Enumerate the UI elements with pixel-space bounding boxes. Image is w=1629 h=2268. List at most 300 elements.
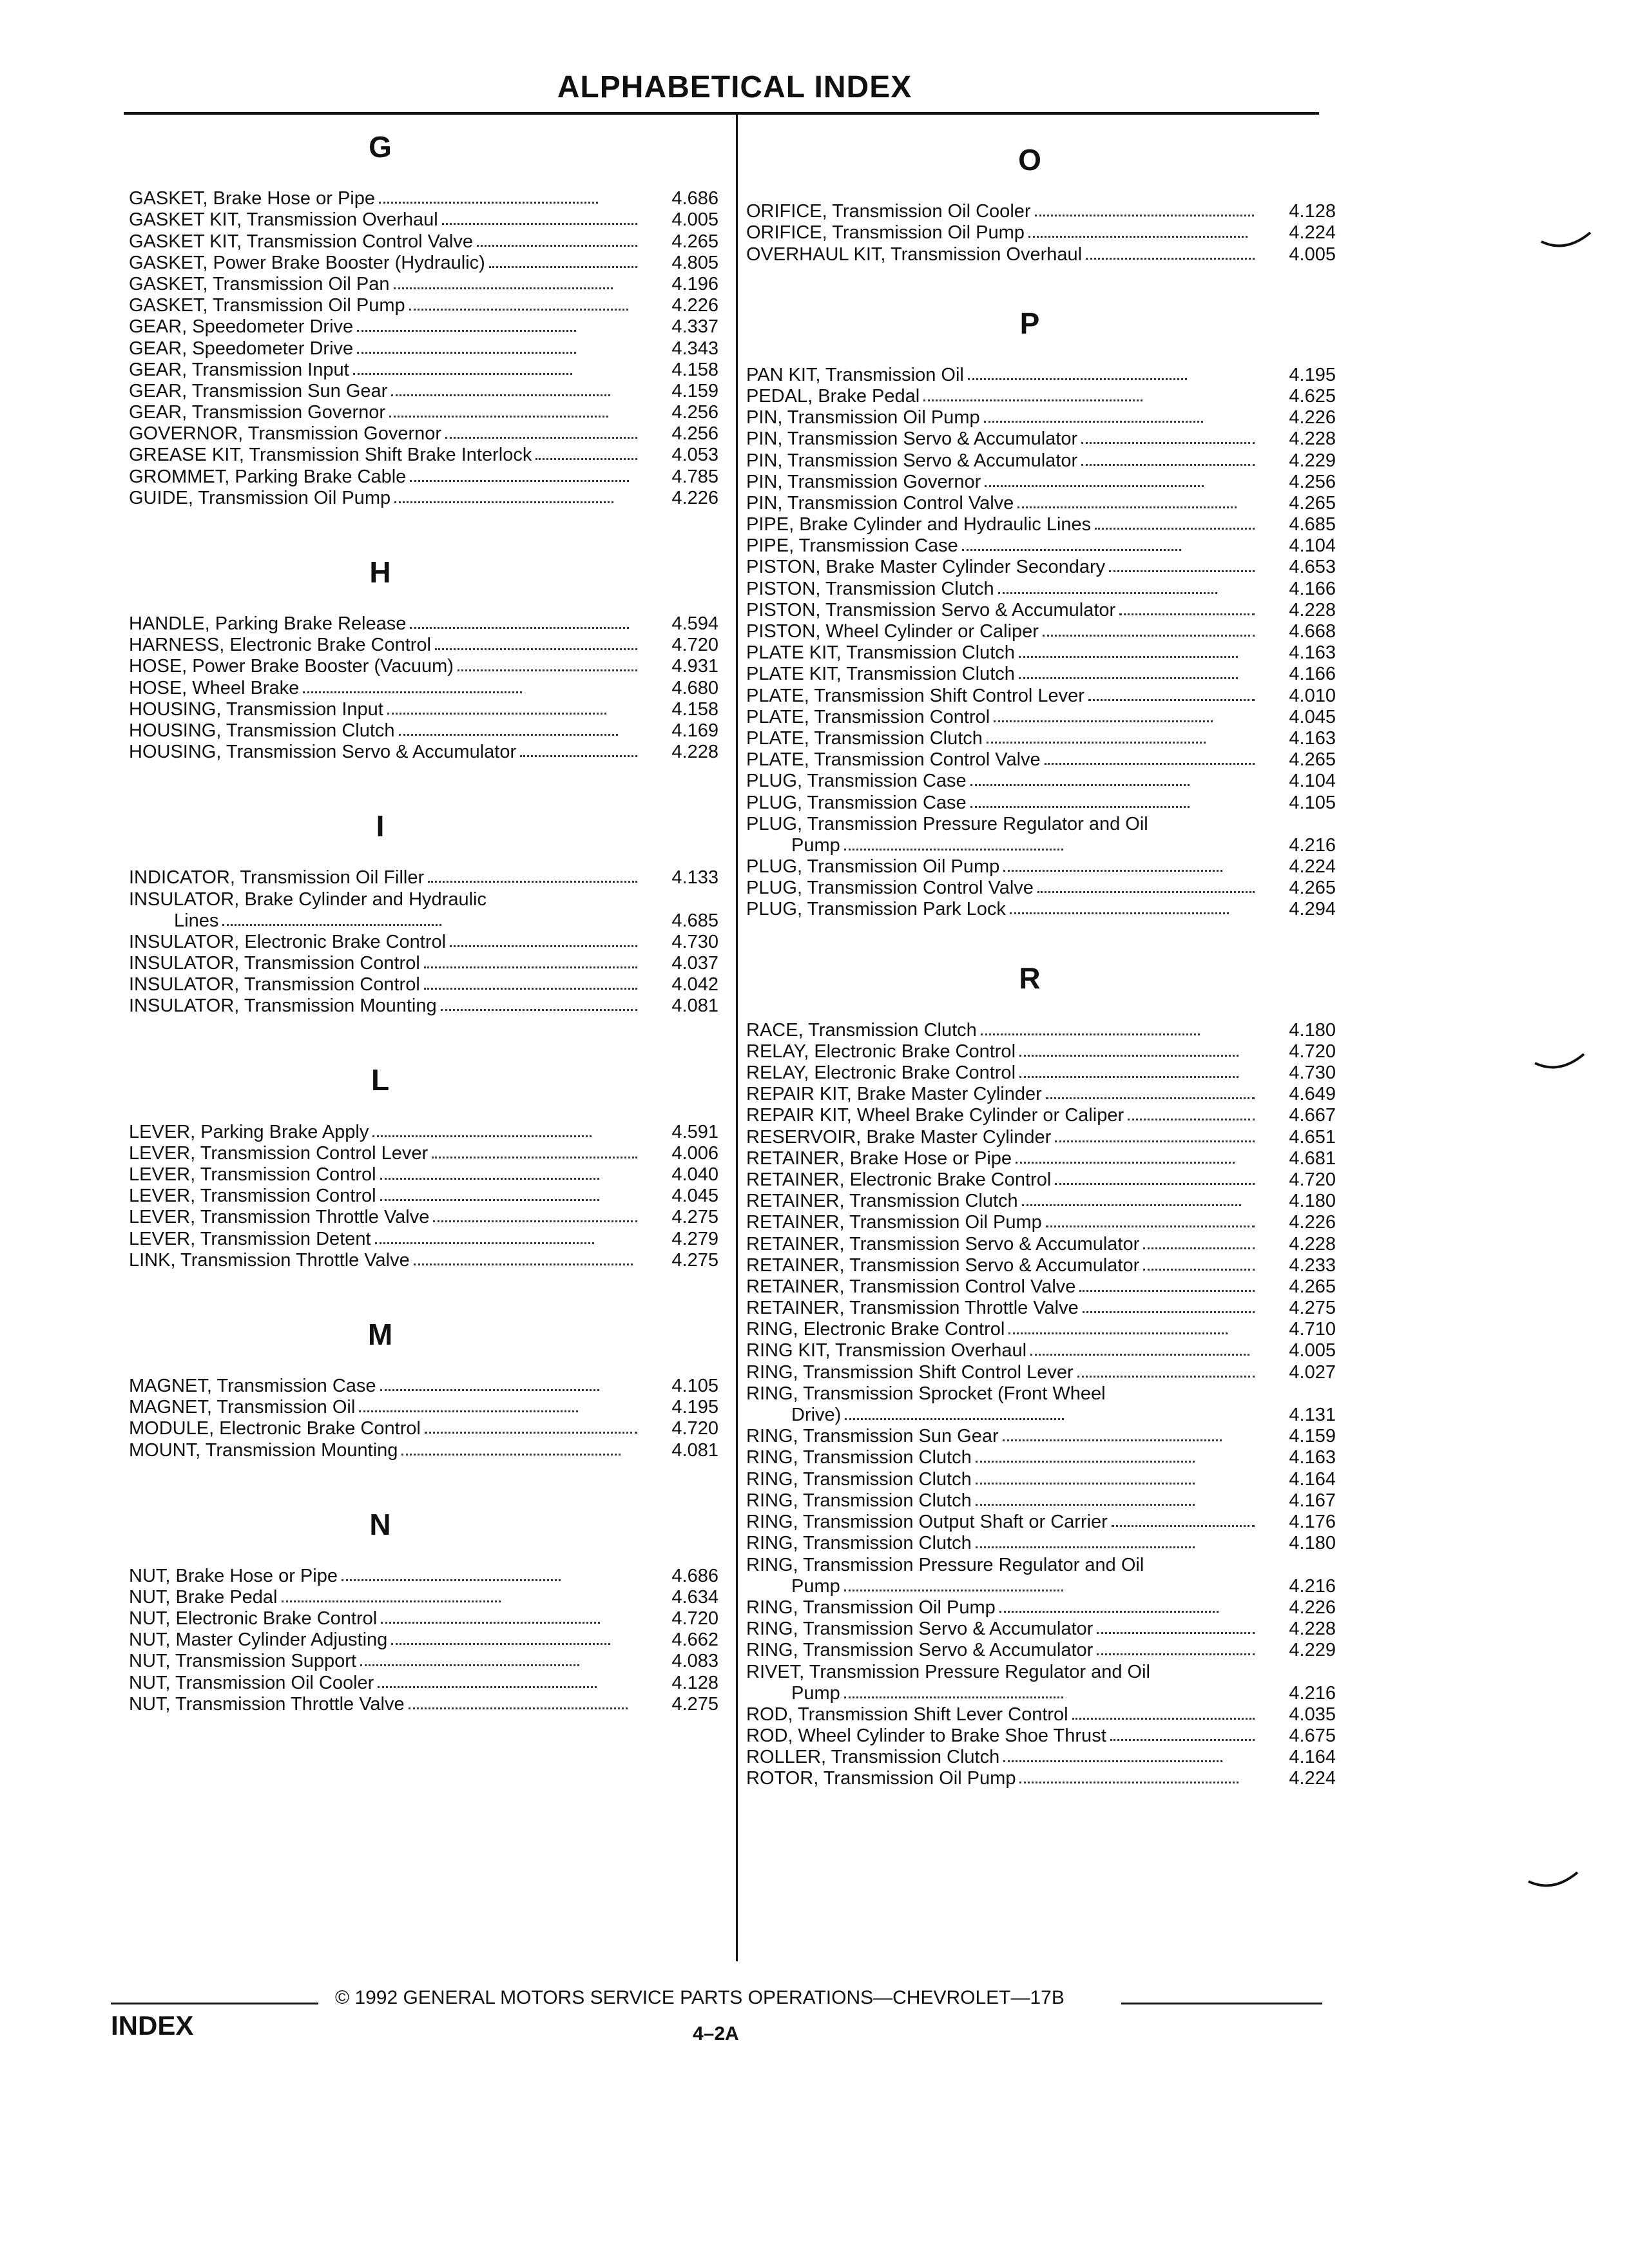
entry-text: RING, Transmission Output Shaft or Carrier xyxy=(746,1511,1108,1532)
entry-page-number: 4.294 xyxy=(1289,899,1336,920)
dot-leader xyxy=(433,1220,637,1222)
index-entry xyxy=(746,1191,1336,1212)
index-entry xyxy=(746,1148,1336,1169)
index-section-l xyxy=(129,1062,722,1271)
dot-leader xyxy=(1022,1204,1241,1206)
dot-leader xyxy=(987,742,1206,744)
entry-continuation: Drive) xyxy=(791,1405,842,1426)
entry-page-number: 4.005 xyxy=(1289,244,1336,265)
dot-leader xyxy=(458,669,637,671)
right-column xyxy=(746,142,1339,1789)
index-entry xyxy=(129,1608,718,1629)
entry-text: GASKET, Brake Hose or Pipe xyxy=(129,188,375,209)
index-entry xyxy=(746,1340,1336,1361)
entry-text: HOSE, Power Brake Booster (Vacuum) xyxy=(129,656,454,677)
entry-list xyxy=(129,867,722,1017)
index-entry xyxy=(746,814,1336,856)
index-entry xyxy=(746,450,1336,471)
index-entry xyxy=(746,1512,1336,1533)
entry-page-number: 4.042 xyxy=(671,974,718,995)
entry-page-number: 4.224 xyxy=(1289,856,1336,878)
entry-page-number: 4.228 xyxy=(1289,1618,1336,1639)
entry-page-number: 4.166 xyxy=(1289,578,1336,599)
entry-text: HOUSING, Transmission Clutch xyxy=(129,720,395,741)
entry-page-number: 4.006 xyxy=(671,1142,718,1164)
entry-page-number: 4.720 xyxy=(1289,1169,1336,1190)
index-entry xyxy=(129,1439,718,1461)
index-entry xyxy=(129,316,718,338)
copyright-line: © 1992 GENERAL MOTORS SERVICE PARTS OPERATIONS—CHEVROLET—17B xyxy=(335,1987,1065,2008)
dot-leader xyxy=(1095,528,1255,530)
entry-page-number: 4.226 xyxy=(1289,1597,1336,1618)
entry-page-number: 4.720 xyxy=(671,1418,718,1439)
dot-leader xyxy=(1003,870,1222,872)
index-entry xyxy=(129,423,718,445)
dot-leader xyxy=(845,1418,1064,1420)
entry-text: NUT, Electronic Brake Control xyxy=(129,1608,378,1629)
entry-text: LEVER, Transmission Control xyxy=(129,1164,376,1186)
index-entry xyxy=(129,1694,718,1715)
dot-leader xyxy=(489,266,637,268)
index-entry xyxy=(746,1619,1336,1640)
dot-leader xyxy=(968,378,1187,380)
entry-page-number: 4.265 xyxy=(1289,878,1336,899)
entry-page-number: 4.668 xyxy=(1289,621,1336,642)
title-rule xyxy=(124,112,1319,115)
entry-list xyxy=(746,201,1339,265)
entry-continuation: Pump xyxy=(791,1575,840,1597)
dot-leader xyxy=(844,849,1063,850)
dot-leader xyxy=(1046,1225,1255,1227)
margin-tick-mark xyxy=(1534,1050,1585,1076)
dot-leader xyxy=(1003,1439,1222,1441)
entry-text: PLUG, Transmission Case xyxy=(746,771,967,792)
entry-text: INSULATOR, Transmission Mounting xyxy=(129,995,437,1017)
index-entry xyxy=(746,771,1336,792)
dot-leader xyxy=(1083,1311,1255,1313)
index-section-h xyxy=(129,554,722,763)
entry-page-number: 4.224 xyxy=(1289,1768,1336,1789)
dot-leader xyxy=(441,1009,637,1011)
index-entry xyxy=(746,557,1336,578)
entry-text: PLATE KIT, Transmission Clutch xyxy=(746,642,1015,664)
index-entry xyxy=(129,360,718,381)
entry-page-number: 4.228 xyxy=(1289,1233,1336,1254)
dot-leader xyxy=(477,245,637,247)
section-label: INDEX xyxy=(111,2010,194,2041)
entry-page-number: 4.730 xyxy=(1289,1062,1336,1084)
dot-leader xyxy=(391,1643,610,1645)
entry-text: PIPE, Transmission Case xyxy=(746,535,958,557)
dot-leader xyxy=(409,309,628,311)
dot-leader xyxy=(428,881,637,883)
dot-leader xyxy=(1110,1739,1255,1741)
index-entry xyxy=(746,749,1336,771)
entry-text: RELAY, Electronic Brake Control xyxy=(746,1062,1016,1084)
dot-leader xyxy=(342,1579,561,1581)
entry-text: RING, Electronic Brake Control xyxy=(746,1319,1005,1340)
entry-page-number: 4.275 xyxy=(1289,1298,1336,1319)
entry-page-number: 4.685 xyxy=(671,910,718,931)
entry-page-number: 4.164 xyxy=(1289,1468,1336,1490)
entry-text: RING KIT, Transmission Overhaul xyxy=(746,1340,1027,1361)
index-entry xyxy=(746,535,1336,557)
entry-text: PIN, Transmission Servo & Accumulator xyxy=(746,450,1078,471)
entry-page-number: 4.158 xyxy=(671,698,718,720)
entry-page-number: 4.180 xyxy=(1289,1019,1336,1041)
dot-leader xyxy=(381,1622,600,1624)
entry-list xyxy=(746,1019,1339,1789)
index-entry xyxy=(746,621,1336,642)
index-entry xyxy=(746,386,1336,407)
dot-leader xyxy=(999,1611,1219,1613)
section-letter: N xyxy=(369,1507,391,1541)
entry-page-number: 4.686 xyxy=(671,188,718,209)
entry-text: MOUNT, Transmission Mounting xyxy=(129,1439,398,1461)
entry-text: PLUG, Transmission Pressure Regulator and Oil xyxy=(746,813,1148,834)
entry-text: PISTON, Wheel Cylinder or Caliper xyxy=(746,621,1039,642)
index-entry xyxy=(129,188,718,209)
entry-page-number: 4.680 xyxy=(671,677,718,698)
entry-text: LEVER, Parking Brake Apply xyxy=(129,1121,369,1142)
entry-page-number: 4.275 xyxy=(671,1207,718,1228)
entry-text: GEAR, Transmission Input xyxy=(129,359,349,380)
entry-page-number: 4.275 xyxy=(671,1249,718,1271)
entry-page-number: 4.164 xyxy=(1289,1747,1336,1768)
index-entry xyxy=(129,231,718,252)
dot-leader xyxy=(1112,1525,1255,1527)
index-entry xyxy=(746,792,1336,813)
dot-leader xyxy=(1079,1290,1255,1292)
index-entry xyxy=(129,656,718,677)
entry-text: PLATE, Transmission Clutch xyxy=(746,727,983,749)
entry-page-number: 4.166 xyxy=(1289,664,1336,685)
entry-text: MODULE, Electronic Brake Control xyxy=(129,1418,421,1439)
entry-text: RETAINER, Transmission Control Valve xyxy=(746,1276,1076,1297)
index-entry xyxy=(746,244,1336,265)
dot-leader xyxy=(357,352,576,354)
index-entry xyxy=(746,1597,1336,1619)
dot-leader xyxy=(985,485,1204,487)
dot-leader xyxy=(984,421,1203,423)
dot-leader xyxy=(1003,1760,1222,1762)
footer-rule-left xyxy=(111,2003,318,2004)
dot-leader xyxy=(1097,1653,1255,1655)
index-entry xyxy=(746,1490,1336,1512)
dot-leader xyxy=(303,691,522,693)
section-letter: R xyxy=(1019,961,1041,995)
index-entry xyxy=(129,889,718,931)
entry-page-number: 4.681 xyxy=(1289,1148,1336,1169)
entry-text: GASKET, Transmission Oil Pan xyxy=(129,273,390,294)
entry-text: NUT, Transmission Throttle Valve xyxy=(129,1693,405,1715)
entry-text: INSULATOR, Transmission Control xyxy=(129,974,420,995)
entry-page-number: 4.720 xyxy=(1289,1041,1336,1062)
entry-page-number: 4.010 xyxy=(1289,685,1336,706)
dot-leader xyxy=(399,734,618,736)
section-letter: P xyxy=(1019,306,1040,340)
dot-leader xyxy=(424,988,637,990)
index-entry xyxy=(129,1587,718,1608)
index-entry xyxy=(129,253,718,274)
index-section-m xyxy=(129,1316,722,1461)
entry-page-number: 4.169 xyxy=(671,720,718,741)
entry-page-number: 4.256 xyxy=(671,402,718,423)
dot-leader xyxy=(380,1178,599,1180)
dot-leader xyxy=(1043,635,1255,637)
entry-text: ORIFICE, Transmission Oil Pump xyxy=(746,222,1025,244)
index-entry xyxy=(746,365,1336,386)
left-column xyxy=(129,129,722,1715)
entry-text: GOVERNOR, Transmission Governor xyxy=(129,423,442,445)
entry-page-number: 4.133 xyxy=(671,867,718,889)
index-entry xyxy=(746,1233,1336,1254)
dot-leader xyxy=(372,1135,592,1137)
dot-leader xyxy=(387,713,606,715)
entry-text: HOSE, Wheel Brake xyxy=(129,677,300,698)
index-entry xyxy=(746,578,1336,599)
index-entry xyxy=(746,1298,1336,1319)
dot-leader xyxy=(1077,1376,1255,1378)
dot-leader xyxy=(1119,613,1255,615)
entry-page-number: 4.228 xyxy=(1289,428,1336,450)
entry-page-number: 4.159 xyxy=(1289,1426,1336,1447)
index-entry xyxy=(746,1640,1336,1661)
entry-page-number: 4.229 xyxy=(1289,1640,1336,1661)
index-entry xyxy=(129,445,718,466)
dot-leader xyxy=(962,549,1181,551)
entry-page-number: 4.224 xyxy=(1289,222,1336,244)
index-entry xyxy=(746,642,1336,664)
entry-text: HARNESS, Electronic Brake Control xyxy=(129,635,431,656)
dot-leader xyxy=(981,1033,1200,1035)
entry-page-number: 4.256 xyxy=(671,423,718,445)
entry-page-number: 4.167 xyxy=(1289,1490,1336,1511)
index-entry xyxy=(746,1704,1336,1725)
entry-page-number: 4.180 xyxy=(1289,1191,1336,1212)
index-entry xyxy=(129,974,718,995)
dot-leader xyxy=(357,330,576,332)
section-letter: O xyxy=(1018,143,1041,177)
entry-page-number: 4.196 xyxy=(671,273,718,294)
index-entry xyxy=(746,685,1336,706)
index-entry xyxy=(129,209,718,231)
dot-leader xyxy=(409,1707,628,1709)
entry-page-number: 4.675 xyxy=(1289,1725,1336,1746)
entry-page-number: 4.710 xyxy=(1289,1319,1336,1340)
entry-continuation: Pump xyxy=(791,834,840,856)
entry-text: PLUG, Transmission Oil Pump xyxy=(746,856,1000,878)
entry-text: NUT, Transmission Oil Cooler xyxy=(129,1672,374,1693)
entry-text: RETAINER, Transmission Throttle Valve xyxy=(746,1298,1079,1319)
dot-leader xyxy=(1046,1097,1255,1099)
entry-page-number: 4.159 xyxy=(671,380,718,401)
entry-page-number: 4.035 xyxy=(1289,1704,1336,1725)
index-entry xyxy=(746,1212,1336,1233)
entry-page-number: 4.128 xyxy=(671,1672,718,1693)
index-entry xyxy=(129,1186,718,1207)
entry-page-number: 4.730 xyxy=(671,931,718,952)
entry-text: PLATE, Transmission Control Valve xyxy=(746,749,1041,771)
index-entry xyxy=(746,1747,1336,1768)
dot-leader xyxy=(414,1264,633,1265)
entry-text: NUT, Transmission Support xyxy=(129,1651,356,1672)
dot-leader xyxy=(401,1454,621,1456)
entry-page-number: 4.226 xyxy=(671,295,718,316)
index-entry xyxy=(746,1361,1336,1383)
dot-leader xyxy=(222,924,441,926)
entry-text: INSULATOR, Brake Cylinder and Hydraulic xyxy=(129,889,487,910)
entry-text: PISTON, Brake Master Cylinder Secondary xyxy=(746,557,1106,578)
dot-leader xyxy=(1019,656,1238,658)
dot-leader xyxy=(380,1389,599,1391)
entry-page-number: 4.163 xyxy=(1289,1447,1336,1468)
entry-text: NUT, Brake Pedal xyxy=(129,1586,278,1608)
dot-leader xyxy=(450,945,637,947)
dot-leader xyxy=(360,1664,579,1666)
entry-page-number: 4.040 xyxy=(671,1164,718,1186)
entry-page-number: 4.653 xyxy=(1289,557,1336,578)
entry-text: NUT, Master Cylinder Adjusting xyxy=(129,1629,388,1651)
dot-leader xyxy=(844,1696,1063,1698)
entry-text: LEVER, Transmission Control xyxy=(129,1186,376,1207)
entry-text: RACE, Transmission Clutch xyxy=(746,1019,977,1041)
entry-text: RETAINER, Electronic Brake Control xyxy=(746,1169,1052,1190)
entry-text: GASKET KIT, Transmission Control Valve xyxy=(129,231,474,252)
entry-page-number: 4.785 xyxy=(671,466,718,487)
page-title: ALPHABETICAL INDEX xyxy=(557,70,912,104)
dot-leader xyxy=(1010,912,1229,914)
section-letter: M xyxy=(367,1317,393,1351)
entry-page-number: 4.104 xyxy=(1289,535,1336,557)
entry-list xyxy=(129,1566,722,1715)
entry-page-number: 4.720 xyxy=(671,635,718,656)
index-section-p xyxy=(746,305,1339,921)
dot-leader xyxy=(442,223,637,225)
dot-leader xyxy=(1019,1782,1239,1783)
entry-text: GREASE KIT, Transmission Shift Brake Interlock xyxy=(129,445,532,466)
page-number: 4–2A xyxy=(693,2023,739,2044)
dot-leader xyxy=(970,784,1190,786)
entry-page-number: 4.005 xyxy=(1289,1340,1336,1361)
entry-list xyxy=(129,188,722,509)
entry-page-number: 4.128 xyxy=(1289,201,1336,222)
dot-leader xyxy=(1030,1354,1249,1356)
index-entry xyxy=(746,1383,1336,1426)
dot-leader xyxy=(535,458,637,460)
entry-text: PIN, Transmission Control Valve xyxy=(746,492,1014,514)
index-entry xyxy=(129,274,718,295)
entry-text: RING, Transmission Pressure Regulator and Oil xyxy=(746,1554,1144,1575)
entry-page-number: 4.226 xyxy=(1289,407,1336,428)
index-entry xyxy=(129,1418,718,1439)
entry-text: GASKET KIT, Transmission Overhaul xyxy=(129,209,438,231)
index-entry xyxy=(746,1426,1336,1447)
dot-leader xyxy=(976,1504,1195,1506)
entry-text: INSULATOR, Transmission Control xyxy=(129,953,420,974)
index-entry xyxy=(746,664,1336,685)
entry-text: RETAINER, Transmission Servo & Accumulator xyxy=(746,1254,1140,1276)
entry-page-number: 4.027 xyxy=(1289,1361,1336,1383)
entry-page-number: 4.279 xyxy=(671,1228,718,1249)
entry-text: PLUG, Transmission Control Valve xyxy=(746,878,1034,899)
entry-text: MAGNET, Transmission Case xyxy=(129,1375,376,1396)
entry-list xyxy=(746,365,1339,921)
entry-page-number: 4.216 xyxy=(1289,1682,1336,1704)
dot-leader xyxy=(844,1590,1063,1591)
entry-text: PLUG, Transmission Park Lock xyxy=(746,899,1006,920)
index-entry xyxy=(746,1126,1336,1148)
entry-page-number: 4.163 xyxy=(1289,727,1336,749)
dot-leader xyxy=(1072,1718,1255,1720)
entry-text: GASKET, Transmission Oil Pump xyxy=(129,295,405,316)
dot-leader xyxy=(1088,699,1255,701)
entry-text: ROD, Transmission Shift Lever Control xyxy=(746,1704,1068,1725)
dot-leader xyxy=(976,1483,1195,1485)
dot-leader xyxy=(410,627,629,629)
entry-page-number: 4.045 xyxy=(1289,706,1336,727)
dot-leader xyxy=(1019,677,1238,679)
index-entry xyxy=(129,1121,718,1142)
section-letter: L xyxy=(371,1063,390,1097)
entry-page-number: 4.233 xyxy=(1289,1254,1336,1276)
entry-text: HOUSING, Transmission Servo & Accumulator xyxy=(129,742,517,763)
entry-text: RING, Transmission Servo & Accumulator xyxy=(746,1640,1094,1661)
dot-leader xyxy=(379,202,598,204)
entry-text: RETAINER, Transmission Clutch xyxy=(746,1191,1018,1212)
index-entry xyxy=(129,1143,718,1164)
index-section-g xyxy=(129,129,722,509)
entry-text: ROLLER, Transmission Clutch xyxy=(746,1747,1000,1768)
entry-text: PLATE, Transmission Shift Control Lever xyxy=(746,685,1084,706)
dot-leader xyxy=(970,806,1190,808)
entry-text: GROMMET, Parking Brake Cable xyxy=(129,466,407,487)
dot-leader xyxy=(1008,1332,1228,1334)
entry-page-number: 4.591 xyxy=(671,1121,718,1142)
entry-page-number: 4.005 xyxy=(671,209,718,231)
index-entry xyxy=(746,1533,1336,1554)
index-entry xyxy=(746,1276,1336,1298)
index-entry xyxy=(129,699,718,720)
entry-text: PIN, Transmission Servo & Accumulator xyxy=(746,428,1078,450)
index-entry xyxy=(746,493,1336,514)
entry-text: PISTON, Transmission Servo & Accumulator xyxy=(746,599,1116,620)
index-entry xyxy=(129,338,718,359)
index-entry xyxy=(129,1228,718,1249)
entry-page-number: 4.176 xyxy=(1289,1511,1336,1532)
entry-text: NUT, Brake Hose or Pipe xyxy=(129,1565,338,1586)
entry-page-number: 4.667 xyxy=(1289,1105,1336,1126)
dot-leader xyxy=(923,399,1142,401)
entry-text: PIN, Transmission Oil Pump xyxy=(746,407,980,428)
entry-page-number: 4.265 xyxy=(1289,1276,1336,1297)
entry-text: PLATE, Transmission Control xyxy=(746,706,990,727)
index-entry xyxy=(129,295,718,316)
index-entry xyxy=(746,514,1336,535)
entry-text: RING, Transmission Sun Gear xyxy=(746,1426,999,1447)
dot-leader xyxy=(1128,1119,1255,1120)
entry-text: GEAR, Speedometer Drive xyxy=(129,338,354,359)
entry-page-number: 4.625 xyxy=(1289,385,1336,407)
entry-text: ORIFICE, Transmission Oil Cooler xyxy=(746,201,1031,222)
entry-text: PLUG, Transmission Case xyxy=(746,792,967,813)
column-divider xyxy=(736,113,738,1961)
entry-page-number: 4.081 xyxy=(671,995,718,1017)
dot-leader xyxy=(976,1461,1195,1463)
entry-text: PLATE KIT, Transmission Clutch xyxy=(746,664,1015,685)
dot-leader xyxy=(1035,215,1254,216)
margin-tick-mark xyxy=(1527,1869,1579,1894)
